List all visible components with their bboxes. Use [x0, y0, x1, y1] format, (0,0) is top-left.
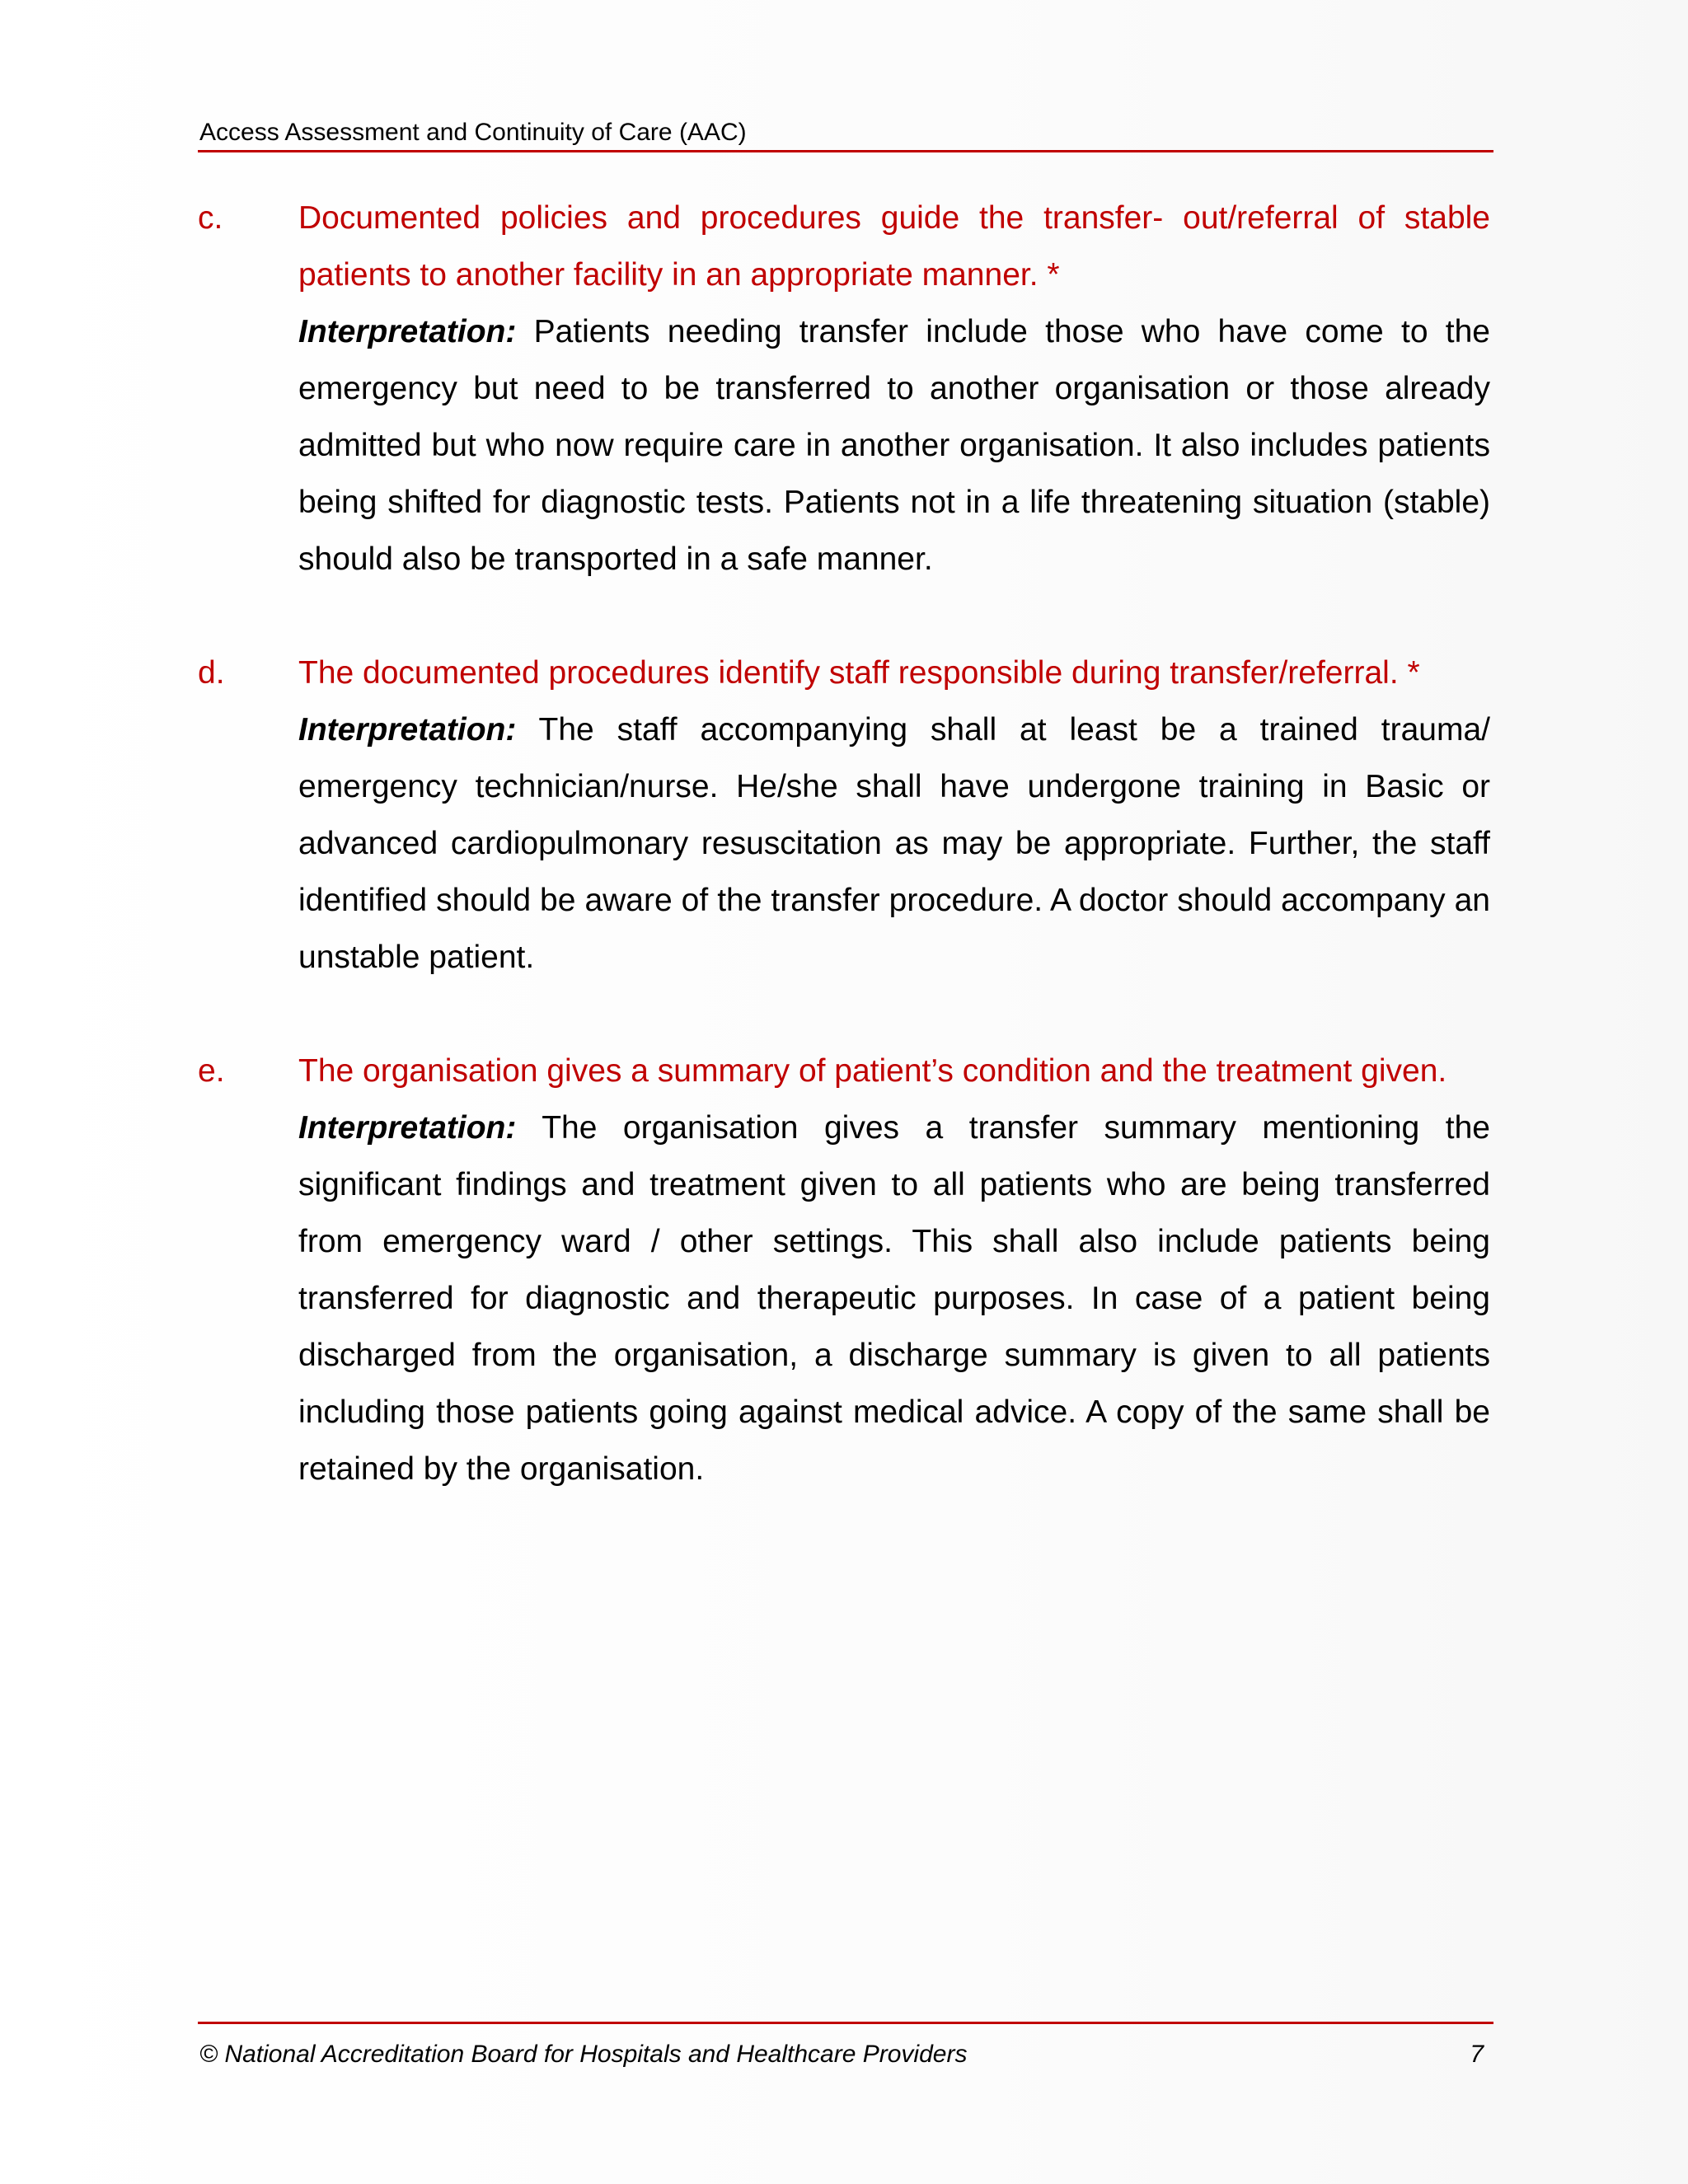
- item-letter: d.: [198, 655, 225, 691]
- item-title: The documented procedures identify staff responsible during transfer/referral. *: [298, 655, 1420, 691]
- item-body: [298, 644, 1490, 986]
- item-letter: c.: [198, 200, 223, 236]
- interpretation-label: Interpretation:: [298, 314, 517, 349]
- interpretation-text: The organisation gives a transfer summary mentioning the significant findings and treatment given to all patients who are being transferred from emergency ward / other settings. This shall also include patients being transferred for diagnostic and therapeutic purposes. In case of a patient being discharged from the organisation, a discharge summary is given to all patients including those patients going against medical advice. A copy of the same shall be retained by the organisation.: [298, 1110, 1490, 1487]
- item-body: [298, 1043, 1490, 1497]
- item-title: The organisation gives a summary of patient’s condition and the treatment given.: [298, 1053, 1447, 1089]
- interpretation-label: Interpretation:: [298, 1110, 517, 1146]
- interpretation: [298, 701, 1490, 986]
- interpretation-label: Interpretation:: [298, 712, 517, 748]
- interpretation-text: The staff accompanying shall at least be a trained trauma/ emergency technician/nurse. He/she shall have undergone training in Basic or advanced cardiopulmonary resuscitation as may be appropriate. Further, the staff identified should be aware of the transfer procedure. A doctor should accompany an unstable patient.: [298, 712, 1490, 975]
- interpretation-text: Patients needing transfer include those who have come to the emergency but need to be transferred to another organisation or those already admitted but who now require care in another organisation. It also includes patients being shifted for diagnostic tests. Patients not in a life threatening situation (stable) should also be transported in a safe manner.: [298, 314, 1490, 577]
- item-letter: e.: [198, 1053, 225, 1089]
- page-number: 7: [1470, 2041, 1484, 2068]
- standard-item-c: [198, 190, 1493, 588]
- page-footer: [198, 2022, 1493, 2068]
- interpretation: [298, 303, 1490, 588]
- item-body: [298, 190, 1490, 588]
- header-title: Access Assessment and Continuity of Care (AAC): [199, 119, 747, 146]
- page-content: [198, 190, 1493, 1554]
- item-title: Documented policies and procedures guide the transfer- out/referral of stable patients to another facility in an appropriate manner. *: [298, 200, 1490, 293]
- footer-copyright: © National Accreditation Board for Hospitals and Healthcare Providers: [199, 2041, 968, 2068]
- standard-item-e: [198, 1043, 1493, 1497]
- interpretation: [298, 1099, 1490, 1497]
- standard-item-d: [198, 644, 1493, 986]
- page-header: [198, 115, 1493, 152]
